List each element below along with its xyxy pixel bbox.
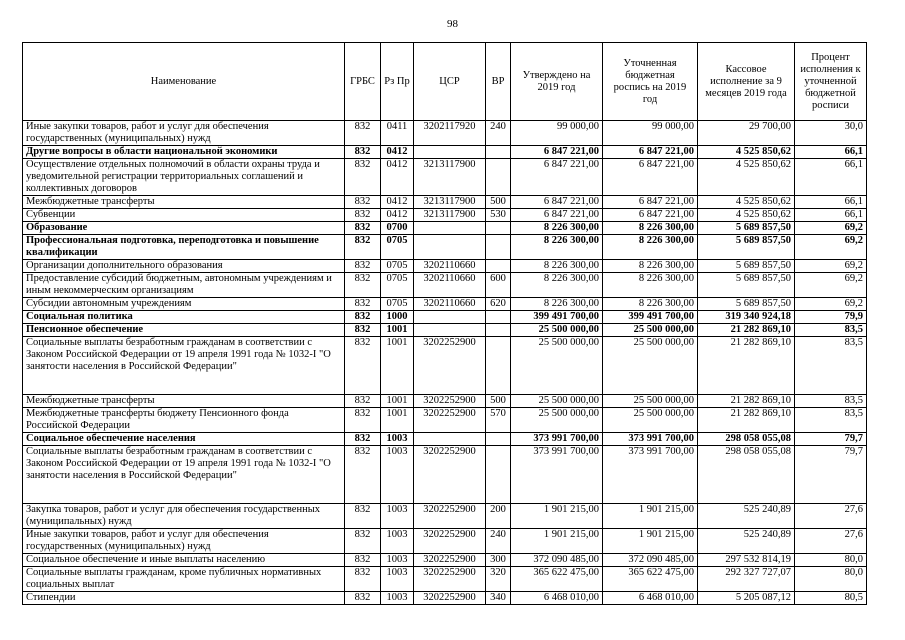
cell-cash: 29 700,00 xyxy=(698,121,795,146)
cell-csr: 3202252900 xyxy=(414,337,486,395)
cell-csr: 3202252900 xyxy=(414,529,486,554)
cell-name: Субсидии автономным учреждениям xyxy=(23,298,345,311)
table-row xyxy=(23,529,867,554)
table-row xyxy=(23,146,867,159)
cell-rzpr: 0705 xyxy=(381,260,414,273)
cell-cash: 5 689 857,50 xyxy=(698,235,795,260)
cell-vr: 620 xyxy=(486,298,511,311)
table-body xyxy=(23,121,867,605)
table-row xyxy=(23,592,867,605)
cell-csr xyxy=(414,222,486,235)
cell-rzpr: 0412 xyxy=(381,146,414,159)
table-row xyxy=(23,446,867,504)
cell-refined: 365 622 475,00 xyxy=(603,567,698,592)
header-percent: Процент исполнения к уточненной бюджетной росписи xyxy=(795,43,867,121)
cell-approved: 25 500 000,00 xyxy=(511,337,603,395)
cell-cash: 4 525 850,62 xyxy=(698,196,795,209)
cell-vr: 320 xyxy=(486,567,511,592)
cell-vr: 240 xyxy=(486,529,511,554)
cell-refined: 373 991 700,00 xyxy=(603,433,698,446)
cell-name: Межбюджетные трансферты бюджету Пенсионного фонда Российской Федерации xyxy=(23,408,345,433)
header-vr: ВР xyxy=(486,43,511,121)
cell-grbs: 832 xyxy=(345,311,381,324)
table-row xyxy=(23,395,867,408)
cell-name: Социальная политика xyxy=(23,311,345,324)
cell-refined: 6 468 010,00 xyxy=(603,592,698,605)
cell-rzpr: 1003 xyxy=(381,567,414,592)
cell-refined: 6 847 221,00 xyxy=(603,159,698,196)
cell-rzpr: 1003 xyxy=(381,529,414,554)
cell-vr xyxy=(486,222,511,235)
cell-cash: 292 327 727,07 xyxy=(698,567,795,592)
cell-grbs: 832 xyxy=(345,273,381,298)
cell-name: Межбюджетные трансферты xyxy=(23,196,345,209)
cell-cash: 5 205 087,12 xyxy=(698,592,795,605)
cell-cash: 5 689 857,50 xyxy=(698,222,795,235)
table-row xyxy=(23,298,867,311)
cell-cash: 21 282 869,10 xyxy=(698,408,795,433)
cell-csr: 3213117900 xyxy=(414,209,486,222)
table-row xyxy=(23,567,867,592)
header-name: Наименование xyxy=(23,43,345,121)
cell-refined: 99 000,00 xyxy=(603,121,698,146)
cell-name: Иные закупки товаров, работ и услуг для обеспечения государственных (муниципальных) нужд xyxy=(23,529,345,554)
cell-approved: 365 622 475,00 xyxy=(511,567,603,592)
cell-percent: 69,2 xyxy=(795,235,867,260)
cell-cash: 21 282 869,10 xyxy=(698,324,795,337)
cell-rzpr: 1003 xyxy=(381,433,414,446)
cell-rzpr: 1001 xyxy=(381,337,414,395)
cell-grbs: 832 xyxy=(345,567,381,592)
cell-refined: 6 847 221,00 xyxy=(603,196,698,209)
cell-csr: 3202110660 xyxy=(414,260,486,273)
cell-approved: 6 468 010,00 xyxy=(511,592,603,605)
cell-grbs: 832 xyxy=(345,235,381,260)
cell-refined: 6 847 221,00 xyxy=(603,146,698,159)
header-approved: Утверждено на 2019 год xyxy=(511,43,603,121)
cell-refined: 8 226 300,00 xyxy=(603,235,698,260)
cell-csr: 3213117900 xyxy=(414,196,486,209)
cell-refined: 25 500 000,00 xyxy=(603,395,698,408)
cell-grbs: 832 xyxy=(345,222,381,235)
budget-table xyxy=(22,42,867,605)
cell-grbs: 832 xyxy=(345,260,381,273)
cell-csr: 3202252900 xyxy=(414,554,486,567)
header-rzpr: Рз Пр xyxy=(381,43,414,121)
cell-name: Предоставление субсидий бюджетным, автономным учреждениям и иным некоммерческим организациям xyxy=(23,273,345,298)
cell-percent: 66,1 xyxy=(795,196,867,209)
cell-rzpr: 1001 xyxy=(381,395,414,408)
cell-vr xyxy=(486,433,511,446)
cell-vr xyxy=(486,337,511,395)
cell-cash: 4 525 850,62 xyxy=(698,146,795,159)
cell-approved: 25 500 000,00 xyxy=(511,324,603,337)
cell-csr xyxy=(414,324,486,337)
cell-percent: 69,2 xyxy=(795,298,867,311)
cell-percent: 83,5 xyxy=(795,395,867,408)
cell-approved: 6 847 221,00 xyxy=(511,196,603,209)
cell-percent: 83,5 xyxy=(795,324,867,337)
table-row xyxy=(23,337,867,395)
cell-rzpr: 0705 xyxy=(381,273,414,298)
cell-grbs: 832 xyxy=(345,196,381,209)
cell-cash: 21 282 869,10 xyxy=(698,395,795,408)
cell-approved: 99 000,00 xyxy=(511,121,603,146)
cell-percent: 66,1 xyxy=(795,159,867,196)
table-row xyxy=(23,273,867,298)
cell-vr: 300 xyxy=(486,554,511,567)
cell-grbs: 832 xyxy=(345,504,381,529)
cell-cash: 297 532 814,19 xyxy=(698,554,795,567)
cell-vr xyxy=(486,311,511,324)
cell-vr xyxy=(486,260,511,273)
cell-percent: 83,5 xyxy=(795,408,867,433)
table-row xyxy=(23,209,867,222)
cell-name: Образование xyxy=(23,222,345,235)
cell-rzpr: 1003 xyxy=(381,592,414,605)
cell-cash: 4 525 850,62 xyxy=(698,159,795,196)
cell-csr: 3213117900 xyxy=(414,159,486,196)
cell-vr: 200 xyxy=(486,504,511,529)
cell-cash: 21 282 869,10 xyxy=(698,337,795,395)
cell-rzpr: 0705 xyxy=(381,235,414,260)
cell-grbs: 832 xyxy=(345,298,381,311)
table-row xyxy=(23,554,867,567)
table-row xyxy=(23,222,867,235)
cell-rzpr: 0411 xyxy=(381,121,414,146)
cell-percent: 66,1 xyxy=(795,209,867,222)
cell-approved: 8 226 300,00 xyxy=(511,260,603,273)
cell-refined: 399 491 700,00 xyxy=(603,311,698,324)
cell-vr: 500 xyxy=(486,395,511,408)
cell-rzpr: 0705 xyxy=(381,298,414,311)
cell-vr: 530 xyxy=(486,209,511,222)
cell-approved: 25 500 000,00 xyxy=(511,408,603,433)
cell-cash: 5 689 857,50 xyxy=(698,260,795,273)
cell-rzpr: 0412 xyxy=(381,196,414,209)
cell-grbs: 832 xyxy=(345,146,381,159)
cell-rzpr: 0412 xyxy=(381,159,414,196)
table-row xyxy=(23,408,867,433)
cell-approved: 1 901 215,00 xyxy=(511,529,603,554)
cell-percent: 79,7 xyxy=(795,446,867,504)
cell-name: Профессиональная подготовка, переподготовка и повышение квалификации xyxy=(23,235,345,260)
cell-vr xyxy=(486,159,511,196)
cell-refined: 25 500 000,00 xyxy=(603,408,698,433)
cell-refined: 8 226 300,00 xyxy=(603,260,698,273)
cell-percent: 69,2 xyxy=(795,273,867,298)
cell-vr xyxy=(486,324,511,337)
cell-refined: 25 500 000,00 xyxy=(603,324,698,337)
cell-grbs: 832 xyxy=(345,209,381,222)
table-row xyxy=(23,504,867,529)
cell-name: Социальное обеспечение и иные выплаты населению xyxy=(23,554,345,567)
cell-rzpr: 1001 xyxy=(381,324,414,337)
table-row xyxy=(23,324,867,337)
cell-name: Пенсионное обеспечение xyxy=(23,324,345,337)
cell-vr: 340 xyxy=(486,592,511,605)
page-number: 98 xyxy=(447,18,458,30)
cell-rzpr: 1001 xyxy=(381,408,414,433)
cell-percent: 83,5 xyxy=(795,337,867,395)
cell-grbs: 832 xyxy=(345,529,381,554)
cell-refined: 373 991 700,00 xyxy=(603,446,698,504)
cell-refined: 1 901 215,00 xyxy=(603,529,698,554)
cell-grbs: 832 xyxy=(345,554,381,567)
cell-percent: 27,6 xyxy=(795,529,867,554)
cell-rzpr: 0700 xyxy=(381,222,414,235)
cell-grbs: 832 xyxy=(345,592,381,605)
cell-approved: 6 847 221,00 xyxy=(511,159,603,196)
cell-grbs: 832 xyxy=(345,159,381,196)
cell-percent: 27,6 xyxy=(795,504,867,529)
cell-rzpr: 1003 xyxy=(381,446,414,504)
cell-csr: 3202110660 xyxy=(414,273,486,298)
cell-approved: 8 226 300,00 xyxy=(511,298,603,311)
header-cash: Кассовое исполнение за 9 месяцев 2019 года xyxy=(698,43,795,121)
cell-cash: 4 525 850,62 xyxy=(698,209,795,222)
table-row xyxy=(23,159,867,196)
cell-csr: 3202110660 xyxy=(414,298,486,311)
cell-cash: 525 240,89 xyxy=(698,529,795,554)
cell-rzpr: 0412 xyxy=(381,209,414,222)
cell-percent: 80,5 xyxy=(795,592,867,605)
cell-percent: 79,7 xyxy=(795,433,867,446)
cell-percent: 69,2 xyxy=(795,222,867,235)
cell-grbs: 832 xyxy=(345,395,381,408)
cell-name: Закупка товаров, работ и услуг для обеспечения государственных (муниципальных) нужд xyxy=(23,504,345,529)
cell-cash: 319 340 924,18 xyxy=(698,311,795,324)
cell-refined: 372 090 485,00 xyxy=(603,554,698,567)
cell-grbs: 832 xyxy=(345,433,381,446)
cell-cash: 5 689 857,50 xyxy=(698,273,795,298)
header-refined: Уточненная бюджетная роспись на 2019 год xyxy=(603,43,698,121)
cell-cash: 298 058 055,08 xyxy=(698,433,795,446)
table-row xyxy=(23,260,867,273)
table-row xyxy=(23,311,867,324)
cell-name: Социальные выплаты гражданам, кроме публичных нормативных социальных выплат xyxy=(23,567,345,592)
cell-grbs: 832 xyxy=(345,446,381,504)
cell-refined: 6 847 221,00 xyxy=(603,209,698,222)
cell-csr xyxy=(414,311,486,324)
cell-percent: 80,0 xyxy=(795,554,867,567)
cell-vr: 240 xyxy=(486,121,511,146)
cell-grbs: 832 xyxy=(345,408,381,433)
table-row xyxy=(23,235,867,260)
cell-csr xyxy=(414,146,486,159)
cell-approved: 373 991 700,00 xyxy=(511,433,603,446)
cell-cash: 298 058 055,08 xyxy=(698,446,795,504)
cell-approved: 8 226 300,00 xyxy=(511,273,603,298)
header-csr: ЦСР xyxy=(414,43,486,121)
cell-refined: 8 226 300,00 xyxy=(603,298,698,311)
cell-percent: 66,1 xyxy=(795,146,867,159)
cell-approved: 25 500 000,00 xyxy=(511,395,603,408)
table-row xyxy=(23,196,867,209)
cell-csr: 3202252900 xyxy=(414,395,486,408)
table-row xyxy=(23,121,867,146)
cell-vr: 500 xyxy=(486,196,511,209)
cell-vr xyxy=(486,235,511,260)
cell-csr xyxy=(414,235,486,260)
cell-percent: 79,9 xyxy=(795,311,867,324)
cell-cash: 5 689 857,50 xyxy=(698,298,795,311)
cell-grbs: 832 xyxy=(345,121,381,146)
cell-name: Социальное обеспечение населения xyxy=(23,433,345,446)
cell-refined: 8 226 300,00 xyxy=(603,273,698,298)
cell-grbs: 832 xyxy=(345,324,381,337)
cell-refined: 25 500 000,00 xyxy=(603,337,698,395)
cell-name: Социальные выплаты безработным гражданам в соответствии с Законом Российской Федерации от 19 апреля 1991 года № 1032-I "О занятости населения в Российской Федерации" xyxy=(23,337,345,395)
cell-vr xyxy=(486,446,511,504)
header-row xyxy=(23,43,867,121)
cell-cash: 525 240,89 xyxy=(698,504,795,529)
cell-name: Организации дополнительного образования xyxy=(23,260,345,273)
cell-percent: 30,0 xyxy=(795,121,867,146)
cell-refined: 8 226 300,00 xyxy=(603,222,698,235)
cell-rzpr: 1000 xyxy=(381,311,414,324)
cell-name: Межбюджетные трансферты xyxy=(23,395,345,408)
cell-approved: 8 226 300,00 xyxy=(511,235,603,260)
cell-approved: 399 491 700,00 xyxy=(511,311,603,324)
header-grbs: ГРБС xyxy=(345,43,381,121)
cell-rzpr: 1003 xyxy=(381,504,414,529)
cell-csr: 3202252900 xyxy=(414,446,486,504)
cell-name: Социальные выплаты безработным гражданам в соответствии с Законом Российской Федерации от 19 апреля 1991 года № 1032-I "О занятости населения в Российской Федерации" xyxy=(23,446,345,504)
cell-approved: 373 991 700,00 xyxy=(511,446,603,504)
cell-csr: 3202252900 xyxy=(414,504,486,529)
table-row xyxy=(23,433,867,446)
cell-vr: 600 xyxy=(486,273,511,298)
cell-name: Осуществление отдельных полномочий в области охраны труда и уведомительной регистрации территориальных соглашений и коллективных договоров xyxy=(23,159,345,196)
cell-refined: 1 901 215,00 xyxy=(603,504,698,529)
cell-csr: 3202252900 xyxy=(414,408,486,433)
cell-name: Другие вопросы в области национальной экономики xyxy=(23,146,345,159)
cell-name: Иные закупки товаров, работ и услуг для обеспечения государственных (муниципальных) нужд xyxy=(23,121,345,146)
cell-csr: 3202252900 xyxy=(414,592,486,605)
cell-approved: 1 901 215,00 xyxy=(511,504,603,529)
cell-approved: 6 847 221,00 xyxy=(511,209,603,222)
cell-rzpr: 1003 xyxy=(381,554,414,567)
cell-percent: 69,2 xyxy=(795,260,867,273)
cell-csr xyxy=(414,433,486,446)
cell-approved: 6 847 221,00 xyxy=(511,146,603,159)
cell-vr: 570 xyxy=(486,408,511,433)
cell-vr xyxy=(486,146,511,159)
cell-csr: 3202252900 xyxy=(414,567,486,592)
cell-grbs: 832 xyxy=(345,337,381,395)
cell-approved: 8 226 300,00 xyxy=(511,222,603,235)
cell-csr: 3202117920 xyxy=(414,121,486,146)
cell-percent: 80,0 xyxy=(795,567,867,592)
cell-name: Стипендии xyxy=(23,592,345,605)
cell-approved: 372 090 485,00 xyxy=(511,554,603,567)
cell-name: Субвенции xyxy=(23,209,345,222)
